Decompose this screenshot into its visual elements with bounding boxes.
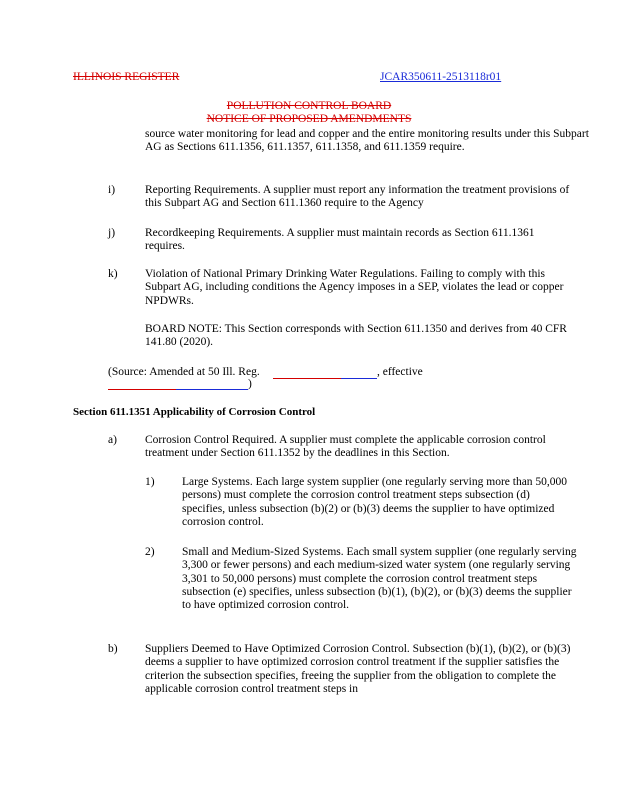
subsection-label-b: b)	[108, 643, 118, 655]
subsection-text-b: Suppliers Deemed to Have Optimized Corrosion Control. Subsection (b)(1), (b)(2), or (b)(3) deems a supplier to have optimized corrosion control treatment if the supplier satisfies the criterion the subsection specifies, freeing the supplier from the obligation to complete the applicable corrosion control treatment steps in	[145, 643, 571, 695]
source-blank-blue	[341, 378, 377, 379]
item-text-k: Violation of National Primary Drinking Water Regulations. Failing to comply with this Subpart AG, including conditions the Agency imposes in a SEP, violates the lead or copper NPDWRs.	[145, 268, 564, 307]
intro-paragraph: source water monitoring for lead and copper and the entire monitoring results under this Subpart AG as Sections 611.1356, 611.1357, 611.1358, and 611.1359 require.	[145, 128, 589, 154]
effective-blank-blue	[176, 389, 248, 390]
item-label-k: k)	[108, 268, 118, 280]
source-prefix: (Source: Amended at 50 Ill. Reg.	[108, 366, 260, 378]
effective-blank-red	[108, 389, 176, 390]
subsection-label-a1: 1)	[145, 476, 155, 488]
jcar-reference: JCAR350611-2513118r01	[380, 71, 502, 83]
board-note: BOARD NOTE: This Section corresponds with Section 611.1350 and derives from 40 CFR 141.80 (2020).	[145, 323, 567, 349]
item-text-j: Recordkeeping Requirements. A supplier must maintain records as Section 611.1361 requires.	[145, 227, 535, 253]
source-effective: , effective	[377, 366, 423, 378]
subsection-text-a1: Large Systems. Each large system supplier (one regularly serving more than 50,000 persons) must complete the corrosion control treatment steps subsection (d) specifies, unless subsection (b)(2) or (b)(3) deems the supplier to have optimized corrosion control.	[182, 476, 568, 528]
notice-title: NOTICE OF PROPOSED AMENDMENTS	[206, 113, 412, 125]
board-title: POLLUTION CONTROL BOARD	[226, 100, 392, 112]
register-header: ILLINOIS REGISTER	[73, 71, 180, 83]
subsection-label-a: a)	[108, 434, 117, 446]
source-close: )	[248, 378, 252, 390]
subsection-text-a: Corrosion Control Required. A supplier must complete the applicable corrosion control treatment under Section 611.1352 by the deadlines in this Section.	[145, 434, 546, 460]
subsection-text-a2: Small and Medium-Sized Systems. Each small system supplier (one regularly serving 3,300 or fewer persons) and each medium-sized water system (one regularly serving 3,301 to 50,000 persons) must complete the corrosion control treatment steps subsection (e) specifies, unless subsection (b)(1), (b)(2), or (b)(3) deems the supplier to have optimized corrosion control.	[182, 546, 577, 612]
item-label-j: j)	[108, 227, 116, 239]
item-label-i: i)	[108, 184, 116, 196]
subsection-label-a2: 2)	[145, 546, 155, 558]
item-text-i: Reporting Requirements. A supplier must report any information the treatment provisions of this Subpart AG and Section 611.1360 require to the Agency	[145, 184, 570, 210]
section-heading: Section 611.1351 Applicability of Corrosion Control	[73, 406, 316, 418]
source-blank-red	[273, 378, 341, 379]
